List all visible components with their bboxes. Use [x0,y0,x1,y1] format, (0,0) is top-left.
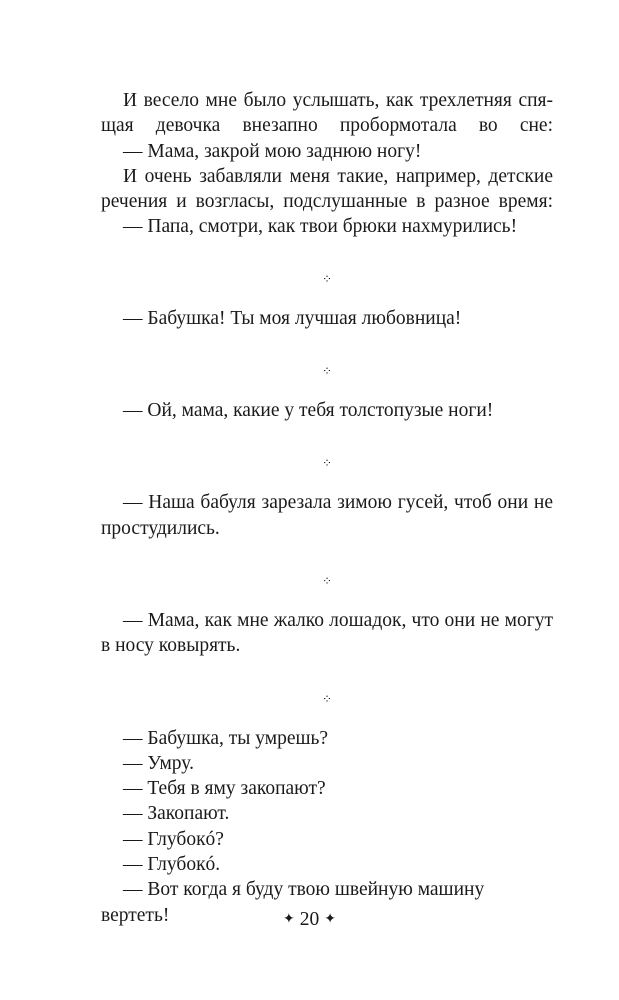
paragraph-line: И весело мне было услышать, как трехлетняя спя- [123,90,553,111]
section-separator: ⁘ [321,691,333,706]
ornament-icon: ✦ [324,912,336,927]
quote-line: — Наша бабуля зарезала зимою гусей, чтоб они не [123,492,553,514]
dialogue-line: — Глубокó. [123,854,221,876]
quote-line: — Бабушка! Ты моя лучшая любовница! [123,307,462,329]
page-footer [0,907,619,933]
quote-line: — Мама, как мне жалко лошадок, что они не могут [123,609,553,631]
section-separator: ⁘ [321,271,333,286]
dialogue-line: — Бабушка, ты умрешь? [123,727,329,749]
quote-line: простудились. [101,517,220,539]
section-separator: ⁘ [321,364,333,379]
quote-line: — Ой, мама, какие у тебя толстопузые ноги! [123,400,494,422]
dialogue-line: — Глубокó? [123,828,224,850]
quote-line: — Мама, закрой мою заднюю ногу! [123,140,422,162]
page-body [101,88,553,928]
quote-line: в носу ковырять. [101,635,241,657]
dialogue-line: — Умру. [123,752,194,774]
dialogue-line: — Тебя в яму закопают? [123,778,326,800]
page-number: 20 [299,909,320,930]
dialogue-line: — Закопают. [123,803,230,825]
paragraph-line: И очень забавляли меня такие, например, детские [123,165,553,187]
section-separator: ⁘ [321,573,333,588]
dialogue-line: — Вот когда я буду твою швейную машину вертеть! [101,879,485,926]
section-separator: ⁘ [321,456,333,471]
paragraph-line: речения и возгласы, подслушанные в разное время: [101,191,553,213]
ornament-icon: ✦ [283,912,295,927]
quote-line: — Папа, смотри, как твои брюки нахмурились! [123,216,518,238]
paragraph-line: щая девочка внезапно пробормотала во сне: [101,115,553,137]
